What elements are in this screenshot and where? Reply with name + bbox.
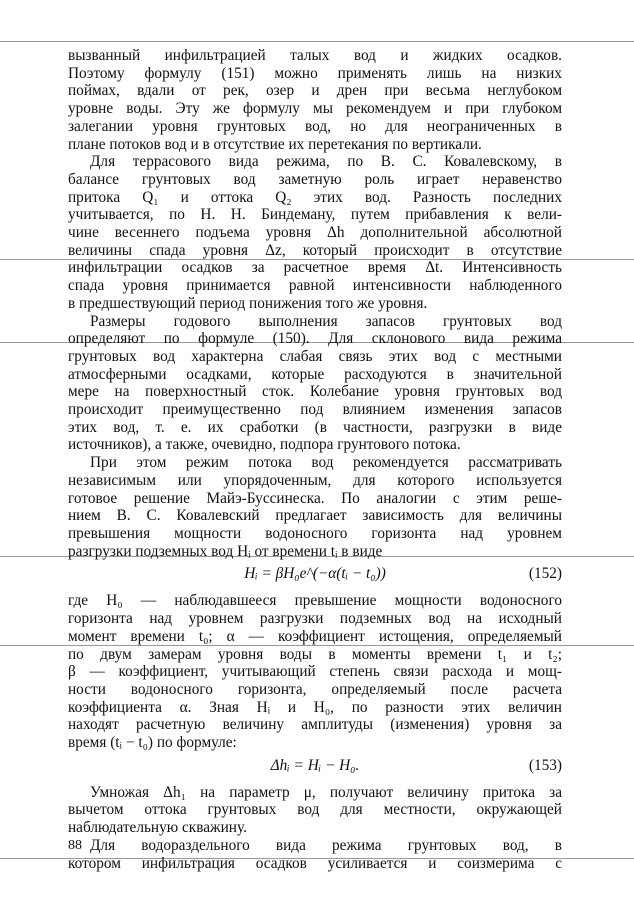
text-line: горизонта над уровнем разгрузки подземных вод на исходный [68,610,562,628]
text-line: готовое решение Майэ-Буссинеска. По аналогии с этим реше- [68,489,562,507]
text-line: наблюдательную скважину. [68,819,247,837]
text-line: плане потоков вод и в отсутствие их перетекания по вертикали. [68,135,482,153]
text-line: вычетом оттока грунтовых вод для местности, окружающей [68,801,562,819]
paragraph-4 [68,454,562,560]
text-line: котором инфильтрация осадков усиливается и соизмерима с [68,854,562,872]
page-body [68,47,562,872]
text-line: величины спада уровня Δz, который происходит в отсутствие [68,241,562,259]
text-line: превышения мощности водоносного горизонта над уровнем [68,524,562,542]
text-line: разгрузки подземных вод Hᵢ от времени tᵢ в виде [68,542,383,560]
text-line: притока Q₁ и оттока Q₂ этих вод. Разность последних [68,188,562,206]
text-line: находят расчетную величину амплитуды (изменения) уровня за [68,716,562,734]
text-line: источников), а также, очевидно, подпора грунтового потока. [68,436,461,454]
paragraph-2 [68,153,562,312]
text-line: Для водораздельного вида режима грунтовых вод, в [90,836,562,854]
text-line: Размеры годового выполнения запасов грунтовых вод [90,312,562,330]
text-line: вызванный инфильтрацией талых вод и жидких осадков. [68,47,562,64]
text-line: атмосферными осадками, которые расходуются в значительной [68,365,562,383]
text-line: При этом режим потока вод рекомендуется рассматривать [90,454,562,472]
text-line: где H₀ — наблюдавшееся превышение мощности водоносного [68,592,562,610]
text-line: коэффициента α. Зная Hᵢ и H₀, по разности этих величин [68,698,562,716]
top-rule [0,41,634,42]
text-line: β — коэффициент, учитывающий степень связи расхода и мощ- [68,663,562,681]
formula-number: (153) [528,756,562,774]
formula-152 [68,562,562,588]
text-line: балансе грунтовых вод заметную роль играет неравенство [68,170,562,188]
text-line: определяют по формуле (150). Для склонового вида режима [68,330,562,348]
formula-number: (152) [528,565,562,583]
text-line: ности водоносного горизонта, определяемый после расчета [68,680,562,698]
formula-153 [68,754,562,780]
text-line: учитывается, по Н. Н. Биндеману, путем прибавления к вели- [68,206,562,224]
text-line: время (tᵢ − t₀) по формуле: [68,734,237,752]
text-line: в предшествующий период понижения того же уровня. [68,294,428,312]
text-line: уровне воды. Эту же формулу мы рекомендуем и при глубоком [68,100,562,118]
text-line: Поэтому формулу (151) можно применять лишь на низких [68,64,562,82]
text-line: момент времени t₀; α — коэффициент истощения, определяемый [68,627,562,645]
text-line: этих вод, т. е. их сработки (в частности, разгрузки в виде [68,418,562,436]
page-number: 88 [68,838,82,853]
text-line: Умножая Δh₁ на параметр μ, получают величину притока за [90,783,562,801]
text-line: спада уровня принимается равной интенсивности наблюденного [68,277,562,295]
formula-expression: Hᵢ = βH₀e^(−α(tᵢ − t₀)) [244,565,386,583]
text-line: происходит преимущественно под влиянием изменения запасов [68,401,562,419]
text-line: Для террасового вида режима, по В. С. Ковалевскому, в [90,153,562,171]
paragraph-3 [68,313,562,455]
text-line: инфильтрации осадков за расчетное время Δt. Интенсивность [68,259,562,277]
paragraph-6 [68,784,562,837]
text-line: залегании уровня грунтовых вод, но для неограниченных в [68,117,562,135]
text-line: независимым или упорядоченным, для которого используется [68,471,562,489]
text-line: по двум замерам уровня воды в моменты времени t₁ и t₂; [68,645,562,663]
text-line: грунтовых вод характерна слабая связь этих вод с местными [68,347,562,365]
text-line: чине весеннего подъема уровня Δh дополнительной абсолютной [68,224,562,242]
paragraph-1 [68,47,562,153]
text-line: поймах, вдали от рек, озер и дрен при весьма неглубоком [68,82,562,100]
paragraph-7 [68,837,562,872]
formula-expression: Δhᵢ = Hᵢ − H₀. [270,756,360,774]
text-line: мере на поверхностный сток. Колебание уровня грунтовых вод [68,383,562,401]
paragraph-5 [68,592,562,751]
text-line: нием В. С. Ковалевский предлагает зависимость для величины [68,507,562,525]
